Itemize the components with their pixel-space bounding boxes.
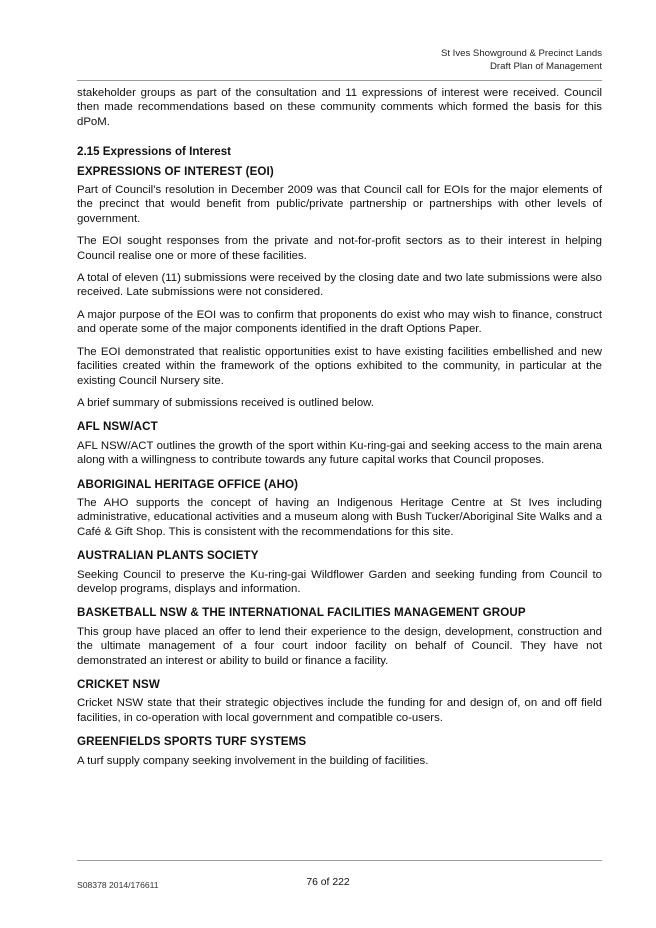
eoi-paragraph: Part of Council’s resolution in December 2009 was that Council call for EOIs for the major elements of the precinct that would benefit from public/private partnership or partnerships with other levels of government. — [77, 184, 602, 225]
submission-text: Cricket NSW state that their strategic objectives include the funding for and design of, on and off field facilities, in co-operation with local government and compatible co-users. — [77, 697, 602, 724]
submission-heading: BASKETBALL NSW & THE INTERNATIONAL FACILITIES MANAGEMENT GROUP — [77, 606, 526, 620]
submission-text: The AHO supports the concept of having an Indigenous Heritage Centre at St Ives including administrative, educational activities and a museum along with Bush Tucker/Aboriginal Site Walks and a Café & Gift Shop. This is consistent with the recommendations for this site. — [77, 496, 602, 538]
submission-heading: CRICKET NSW — [77, 678, 160, 691]
submission-text: Seeking Council to preserve the Ku-ring-gai Wildflower Garden and seeking funding from Council to develop programs, displays and information. — [77, 568, 602, 595]
eoi-paragraph: A brief summary of submissions received is outlined below. — [77, 396, 374, 409]
submission-text: A turf supply company seeking involvement in the building of facilities. — [77, 754, 429, 767]
submission-heading: AUSTRALIAN PLANTS SOCIETY — [77, 549, 259, 563]
eoi-paragraph: The EOI sought responses from the private and not-for-profit sectors as to their interest in helping Council realise one or more of these facilities. — [77, 235, 602, 262]
document-title: St Ives Showground & Precinct Lands — [440, 48, 602, 59]
eoi-paragraph: A total of eleven (11) submissions were received by the closing date and two late submissions were also received. Late submissions were not considered. — [77, 272, 602, 299]
page-number: 76 of 222 — [306, 877, 350, 888]
document-subtitle: Draft Plan of Management — [490, 60, 602, 72]
footer-divider — [77, 860, 602, 861]
submission-text: This group have placed an offer to lend their experience to the design, development, construction and the ultimate management of a four court indoor facility on behalf of Council. They have not demonstrated an interest or ability to build or finance a facility. — [77, 625, 602, 667]
header-divider — [77, 80, 602, 81]
page-body — [77, 86, 602, 776]
document-reference: S08378 2014/176611 — [77, 880, 159, 890]
eoi-heading: EXPRESSIONS OF INTEREST (EOI) — [77, 164, 274, 178]
section-title: 2.15 Expressions of Interest — [77, 145, 232, 159]
submission-heading: GREENFIELDS SPORTS TURF SYSTEMS — [77, 735, 307, 749]
eoi-paragraph: The EOI demonstrated that realistic opportunities exist to have existing facilities embellished and new facilities created within the framework of the options exhibited to the community, in particular at the existing Council Nursery site. — [77, 345, 602, 387]
submission-heading: ABORIGINAL HERITAGE OFFICE (AHO) — [77, 477, 299, 491]
page-header — [202, 48, 602, 73]
submission-heading: AFL NSW/ACT — [77, 420, 158, 434]
intro-paragraph: stakeholder groups as part of the consultation and 11 expressions of interest were received. Council then made recommendations based on these community comments which formed the basis for this dPoM. — [77, 87, 602, 128]
submission-text: AFL NSW/ACT outlines the growth of the sport within Ku-ring-gai and seeking access to the main arena along with a willingness to contribute towards any future capital works that Council proposes. — [77, 439, 602, 467]
eoi-paragraph: A major purpose of the EOI was to confirm that proponents do exist who may wish to finance, construct and operate some of the major components identified in the draft Options Paper. — [77, 308, 602, 336]
